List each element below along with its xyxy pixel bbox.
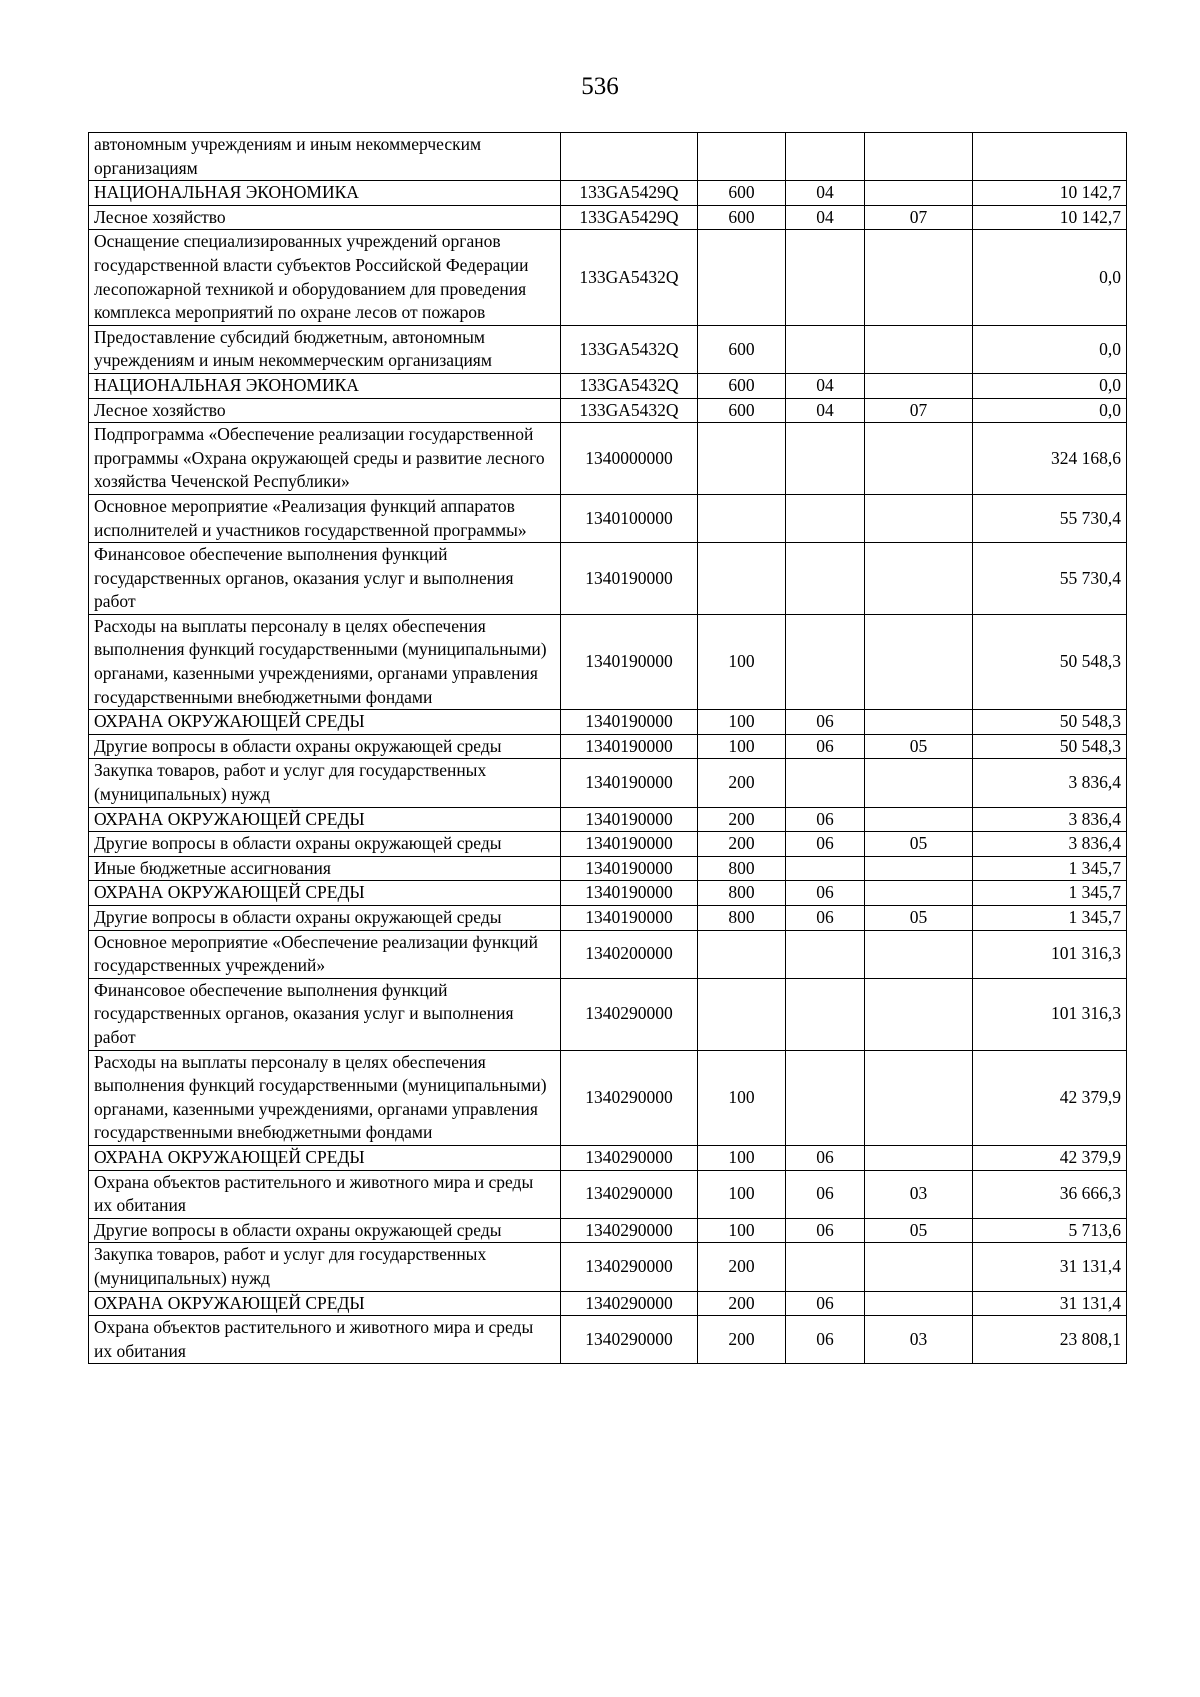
target-article-code-cell: 1340190000 <box>561 807 698 832</box>
table-row <box>89 1291 1127 1316</box>
expense-type-cell: 600 <box>698 205 786 230</box>
expense-type-cell: 100 <box>698 710 786 735</box>
target-article-code-cell: 1340190000 <box>561 856 698 881</box>
amount-cell: 0,0 <box>973 398 1127 423</box>
target-article-code-cell: 133GA5432Q <box>561 373 698 398</box>
target-article-code-cell: 1340190000 <box>561 832 698 857</box>
section-cell <box>786 543 865 615</box>
table-row <box>89 614 1127 709</box>
amount-cell: 1 345,7 <box>973 881 1127 906</box>
table-row <box>89 759 1127 807</box>
table-row <box>89 230 1127 325</box>
amount-cell: 0,0 <box>973 373 1127 398</box>
subsection-cell <box>865 881 973 906</box>
expense-name-cell: ОХРАНА ОКРУЖАЮЩЕЙ СРЕДЫ <box>89 807 561 832</box>
section-cell <box>786 230 865 325</box>
budget-table-body <box>89 133 1127 1364</box>
table-row <box>89 1145 1127 1170</box>
amount-cell: 0,0 <box>973 230 1127 325</box>
table-row <box>89 832 1127 857</box>
table-row <box>89 181 1127 206</box>
subsection-cell <box>865 930 973 978</box>
amount-cell: 10 142,7 <box>973 181 1127 206</box>
section-cell <box>786 930 865 978</box>
expense-type-cell: 100 <box>698 1170 786 1218</box>
amount-cell: 10 142,7 <box>973 205 1127 230</box>
expense-name-cell: ОХРАНА ОКРУЖАЮЩЕЙ СРЕДЫ <box>89 1145 561 1170</box>
target-article-code-cell: 133GA5432Q <box>561 230 698 325</box>
target-article-code-cell: 1340290000 <box>561 1291 698 1316</box>
target-article-code-cell: 1340190000 <box>561 614 698 709</box>
amount-cell: 42 379,9 <box>973 1145 1127 1170</box>
section-cell <box>786 494 865 542</box>
amount-cell: 55 730,4 <box>973 543 1127 615</box>
section-cell: 06 <box>786 734 865 759</box>
target-article-code-cell: 1340290000 <box>561 1316 698 1364</box>
section-cell: 06 <box>786 906 865 931</box>
target-article-code-cell: 1340290000 <box>561 1218 698 1243</box>
expense-name-cell: Закупка товаров, работ и услуг для государственных (муниципальных) нужд <box>89 759 561 807</box>
expense-type-cell: 100 <box>698 1145 786 1170</box>
expense-type-cell: 200 <box>698 1316 786 1364</box>
amount-cell: 101 316,3 <box>973 978 1127 1050</box>
table-row <box>89 856 1127 881</box>
target-article-code-cell: 1340290000 <box>561 978 698 1050</box>
expense-type-cell <box>698 978 786 1050</box>
subsection-cell <box>865 856 973 881</box>
amount-cell: 324 168,6 <box>973 423 1127 495</box>
table-row <box>89 1218 1127 1243</box>
expense-name-cell: ОХРАНА ОКРУЖАЮЩЕЙ СРЕДЫ <box>89 710 561 735</box>
subsection-cell <box>865 1291 973 1316</box>
amount-cell: 50 548,3 <box>973 614 1127 709</box>
section-cell <box>786 1243 865 1291</box>
expense-name-cell: НАЦИОНАЛЬНАЯ ЭКОНОМИКА <box>89 373 561 398</box>
section-cell: 06 <box>786 1218 865 1243</box>
expense-name-cell: Закупка товаров, работ и услуг для государственных (муниципальных) нужд <box>89 1243 561 1291</box>
section-cell: 06 <box>786 807 865 832</box>
table-row <box>89 543 1127 615</box>
amount-cell: 3 836,4 <box>973 832 1127 857</box>
section-cell: 06 <box>786 1170 865 1218</box>
table-row <box>89 325 1127 373</box>
table-row <box>89 930 1127 978</box>
expense-name-cell: ОХРАНА ОКРУЖАЮЩЕЙ СРЕДЫ <box>89 881 561 906</box>
subsection-cell <box>865 759 973 807</box>
subsection-cell <box>865 494 973 542</box>
target-article-code-cell: 1340190000 <box>561 881 698 906</box>
expense-name-cell: Охрана объектов растительного и животного мира и среды их обитания <box>89 1316 561 1364</box>
subsection-cell <box>865 978 973 1050</box>
table-row <box>89 906 1127 931</box>
section-cell: 06 <box>786 832 865 857</box>
expense-name-cell: ОХРАНА ОКРУЖАЮЩЕЙ СРЕДЫ <box>89 1291 561 1316</box>
expense-name-cell: Лесное хозяйство <box>89 205 561 230</box>
table-row <box>89 1050 1127 1145</box>
expense-type-cell: 100 <box>698 614 786 709</box>
table-row <box>89 423 1127 495</box>
section-cell <box>786 856 865 881</box>
target-article-code-cell: 1340190000 <box>561 710 698 735</box>
subsection-cell <box>865 807 973 832</box>
expense-type-cell: 600 <box>698 398 786 423</box>
target-article-code-cell: 133GA5432Q <box>561 398 698 423</box>
section-cell <box>786 423 865 495</box>
subsection-cell: 07 <box>865 398 973 423</box>
target-article-code-cell: 1340290000 <box>561 1145 698 1170</box>
subsection-cell <box>865 373 973 398</box>
table-row <box>89 978 1127 1050</box>
expense-name-cell: Иные бюджетные ассигнования <box>89 856 561 881</box>
table-row <box>89 881 1127 906</box>
section-cell: 06 <box>786 1316 865 1364</box>
section-cell: 04 <box>786 181 865 206</box>
section-cell: 06 <box>786 1145 865 1170</box>
subsection-cell: 05 <box>865 906 973 931</box>
subsection-cell <box>865 614 973 709</box>
table-row <box>89 807 1127 832</box>
expense-type-cell: 200 <box>698 1291 786 1316</box>
target-article-code-cell <box>561 133 698 181</box>
expense-name-cell: Другие вопросы в области охраны окружающей среды <box>89 832 561 857</box>
amount-cell: 55 730,4 <box>973 494 1127 542</box>
target-article-code-cell: 133GA5429Q <box>561 205 698 230</box>
expense-name-cell: Другие вопросы в области охраны окружающей среды <box>89 734 561 759</box>
section-cell <box>786 1050 865 1145</box>
expense-name-cell: Предоставление субсидий бюджетным, автономным учреждениям и иным некоммерческим организациям <box>89 325 561 373</box>
section-cell <box>786 978 865 1050</box>
expense-type-cell: 800 <box>698 856 786 881</box>
expense-type-cell: 100 <box>698 1050 786 1145</box>
expense-type-cell: 800 <box>698 906 786 931</box>
expense-type-cell: 100 <box>698 1218 786 1243</box>
expense-type-cell <box>698 494 786 542</box>
section-cell <box>786 614 865 709</box>
amount-cell: 101 316,3 <box>973 930 1127 978</box>
expense-name-cell: Финансовое обеспечение выполнения функций государственных органов, оказания услуг и выполнения работ <box>89 543 561 615</box>
section-cell: 04 <box>786 205 865 230</box>
amount-cell: 36 666,3 <box>973 1170 1127 1218</box>
expense-name-cell: автономным учреждениям и иным некоммерческим организациям <box>89 133 561 181</box>
subsection-cell: 05 <box>865 832 973 857</box>
amount-cell: 5 713,6 <box>973 1218 1127 1243</box>
table-row <box>89 494 1127 542</box>
expense-name-cell: Финансовое обеспечение выполнения функций государственных органов, оказания услуг и выполнения работ <box>89 978 561 1050</box>
target-article-code-cell: 1340100000 <box>561 494 698 542</box>
amount-cell: 23 808,1 <box>973 1316 1127 1364</box>
target-article-code-cell: 1340200000 <box>561 930 698 978</box>
expense-type-cell <box>698 133 786 181</box>
amount-cell: 3 836,4 <box>973 759 1127 807</box>
table-row <box>89 710 1127 735</box>
target-article-code-cell: 1340190000 <box>561 759 698 807</box>
table-row <box>89 398 1127 423</box>
subsection-cell <box>865 230 973 325</box>
subsection-cell: 05 <box>865 734 973 759</box>
target-article-code-cell: 133GA5432Q <box>561 325 698 373</box>
expense-name-cell: Расходы на выплаты персоналу в целях обеспечения выполнения функций государственными (муниципальными) органами, казенными учреждениями, органами управления государственными внебюджетными фондами <box>89 1050 561 1145</box>
subsection-cell <box>865 1050 973 1145</box>
section-cell: 04 <box>786 398 865 423</box>
page-number: 536 <box>581 73 619 100</box>
subsection-cell: 07 <box>865 205 973 230</box>
amount-cell: 0,0 <box>973 325 1127 373</box>
section-cell: 06 <box>786 881 865 906</box>
subsection-cell: 03 <box>865 1316 973 1364</box>
amount-cell: 1 345,7 <box>973 906 1127 931</box>
subsection-cell <box>865 325 973 373</box>
section-cell <box>786 325 865 373</box>
subsection-cell <box>865 133 973 181</box>
table-row <box>89 133 1127 181</box>
amount-cell: 42 379,9 <box>973 1050 1127 1145</box>
subsection-cell: 05 <box>865 1218 973 1243</box>
section-cell <box>786 759 865 807</box>
subsection-cell <box>865 1145 973 1170</box>
amount-cell: 31 131,4 <box>973 1291 1127 1316</box>
target-article-code-cell: 1340190000 <box>561 734 698 759</box>
expense-type-cell: 800 <box>698 881 786 906</box>
target-article-code-cell: 1340290000 <box>561 1243 698 1291</box>
amount-cell: 50 548,3 <box>973 734 1127 759</box>
expense-type-cell: 100 <box>698 734 786 759</box>
section-cell: 06 <box>786 1291 865 1316</box>
expense-type-cell <box>698 230 786 325</box>
amount-cell: 1 345,7 <box>973 856 1127 881</box>
expense-type-cell <box>698 930 786 978</box>
expense-name-cell: Другие вопросы в области охраны окружающей среды <box>89 1218 561 1243</box>
target-article-code-cell: 1340000000 <box>561 423 698 495</box>
expense-type-cell: 600 <box>698 325 786 373</box>
expense-name-cell: Другие вопросы в области охраны окружающей среды <box>89 906 561 931</box>
budget-table <box>88 132 1127 1364</box>
subsection-cell <box>865 710 973 735</box>
table-row <box>89 734 1127 759</box>
table-row <box>89 1243 1127 1291</box>
expense-name-cell: Основное мероприятие «Реализация функций аппаратов исполнителей и участников государственной программы» <box>89 494 561 542</box>
expense-type-cell <box>698 543 786 615</box>
subsection-cell <box>865 543 973 615</box>
subsection-cell <box>865 1243 973 1291</box>
expense-name-cell: Охрана объектов растительного и животного мира и среды их обитания <box>89 1170 561 1218</box>
expense-type-cell: 200 <box>698 807 786 832</box>
expense-name-cell: Оснащение специализированных учреждений органов государственной власти субъектов Российской Федерации лесопожарной техникой и оборудованием для проведения комплекса мероприятий по охране лесов от пожаров <box>89 230 561 325</box>
expense-name-cell: Расходы на выплаты персоналу в целях обеспечения выполнения функций государственными (муниципальными) органами, казенными учреждениями, органами управления государственными внебюджетными фондами <box>89 614 561 709</box>
table-row <box>89 1316 1127 1364</box>
target-article-code-cell: 1340190000 <box>561 906 698 931</box>
expense-name-cell: НАЦИОНАЛЬНАЯ ЭКОНОМИКА <box>89 181 561 206</box>
amount-cell <box>973 133 1127 181</box>
target-article-code-cell: 1340290000 <box>561 1050 698 1145</box>
target-article-code-cell: 1340290000 <box>561 1170 698 1218</box>
amount-cell: 3 836,4 <box>973 807 1127 832</box>
expense-name-cell: Основное мероприятие «Обеспечение реализации функций государственных учреждений» <box>89 930 561 978</box>
subsection-cell <box>865 423 973 495</box>
table-row <box>89 1170 1127 1218</box>
amount-cell: 31 131,4 <box>973 1243 1127 1291</box>
amount-cell: 50 548,3 <box>973 710 1127 735</box>
subsection-cell: 03 <box>865 1170 973 1218</box>
section-cell <box>786 133 865 181</box>
target-article-code-cell: 1340190000 <box>561 543 698 615</box>
expense-type-cell: 600 <box>698 373 786 398</box>
expense-type-cell: 600 <box>698 181 786 206</box>
expense-type-cell: 200 <box>698 832 786 857</box>
expense-name-cell: Лесное хозяйство <box>89 398 561 423</box>
section-cell: 04 <box>786 373 865 398</box>
subsection-cell <box>865 181 973 206</box>
expense-type-cell <box>698 423 786 495</box>
target-article-code-cell: 133GA5429Q <box>561 181 698 206</box>
expense-type-cell: 200 <box>698 1243 786 1291</box>
table-row <box>89 373 1127 398</box>
section-cell: 06 <box>786 710 865 735</box>
table-row <box>89 205 1127 230</box>
expense-name-cell: Подпрограмма «Обеспечение реализации государственной программы «Охрана окружающей среды и развитие лесного хозяйства Чеченской Республики» <box>89 423 561 495</box>
expense-type-cell: 200 <box>698 759 786 807</box>
